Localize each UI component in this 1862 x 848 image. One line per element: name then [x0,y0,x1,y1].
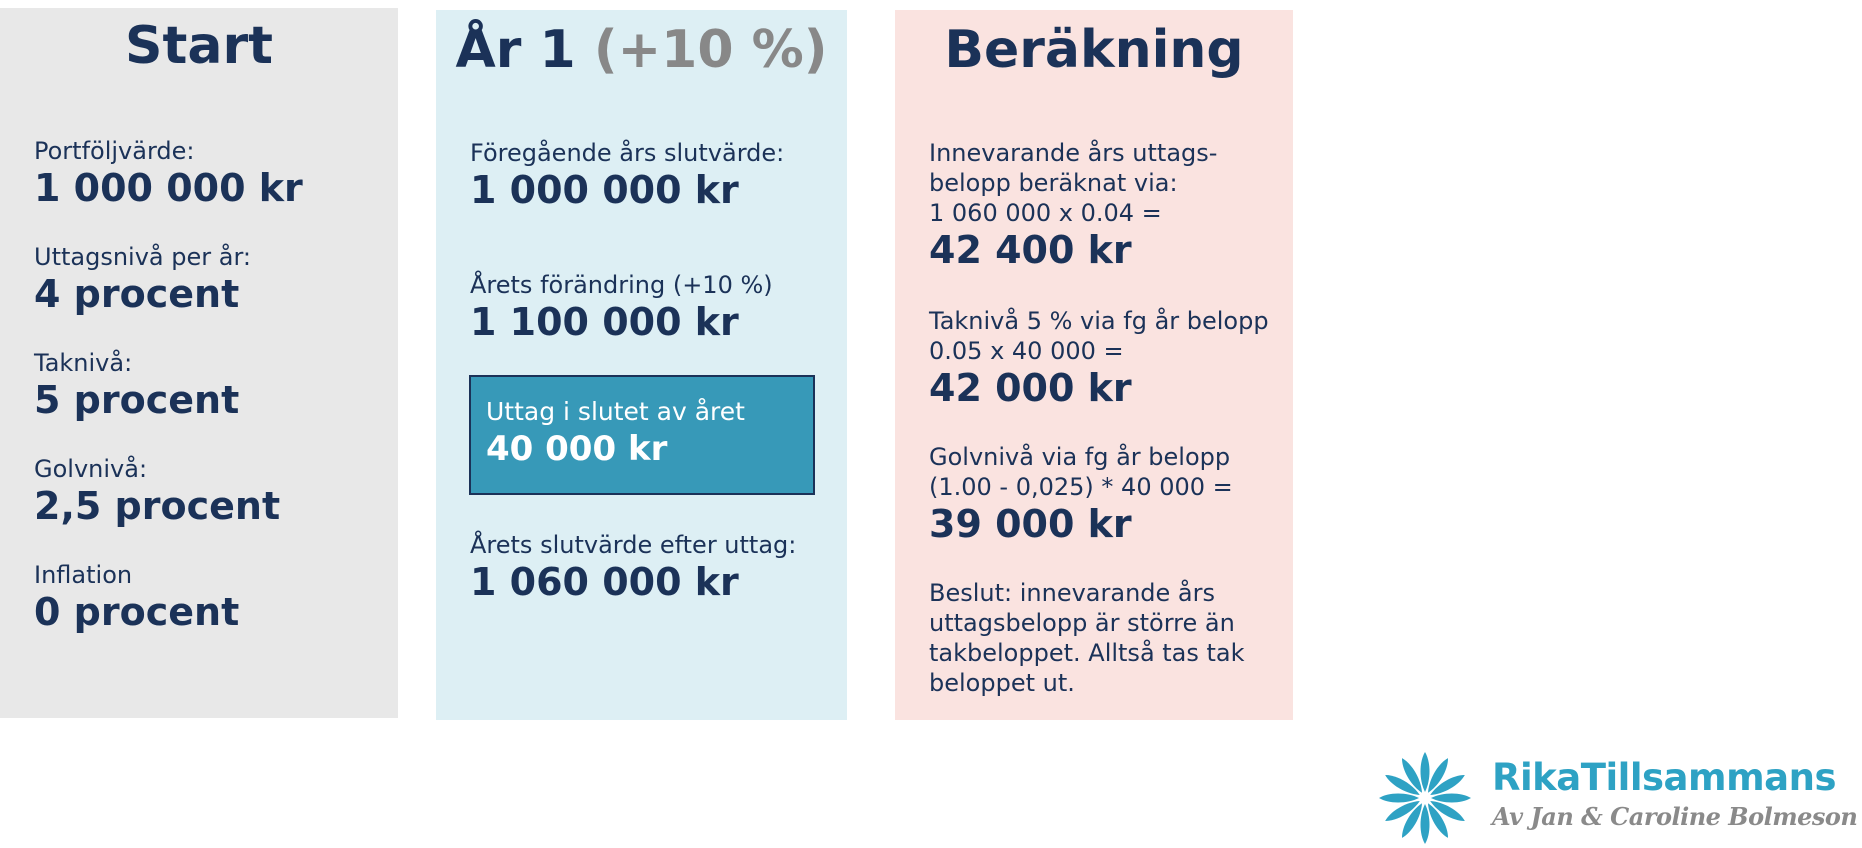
calculation-title: Beräkning [944,20,1244,80]
ceiling-label: Taknivå: [34,349,133,377]
end-value: 1 060 000 kr [470,560,739,604]
floor-label: Golvnivå: [34,455,148,483]
withdrawal-rate-item [34,242,378,316]
current-withdrawal-value: 42 400 kr [929,228,1132,272]
ceiling-value: 5 procent [34,378,240,422]
end-value-label: Årets slutvärde efter uttag: [470,531,797,559]
ceiling-item [34,348,378,422]
logo-byline: Av Jan & Caroline Bolmeson [1492,802,1858,831]
calc-line: belopp beräknat via: [929,169,1178,197]
calc-line: Taknivå 5 % via fg år belopp [929,307,1269,335]
decision-line: takbeloppet. Alltså tas tak [929,639,1245,667]
decision-line: Beslut: innevarande års [929,579,1215,607]
year-change-item [470,270,827,344]
current-withdrawal-calc [929,138,1273,272]
withdrawal-label: Uttag i slutet av året [486,397,745,426]
ceiling-calc-value: 42 000 kr [929,366,1132,410]
portfolio-value-label: Portföljvärde: [34,137,195,165]
withdrawal-value: 40 000 kr [486,429,668,469]
start-panel [0,8,398,718]
inflation-item [34,560,378,634]
calc-line: (1.00 - 0,025) * 40 000 = [929,473,1233,501]
year1-title [436,20,847,80]
floor-item [34,454,378,528]
year1-title-main: År 1 [455,20,576,80]
calc-line: 1 060 000 x 0.04 = [929,199,1162,227]
year1-panel [436,10,847,720]
year1-title-suffix: (+10 %) [593,20,828,80]
previous-end-value-item [470,138,827,212]
year-change-label: Årets förändring (+10 %) [470,271,773,299]
calc-line: Innevarande års uttags- [929,139,1218,167]
calc-line: Golvnivå via fg år belopp [929,443,1231,471]
calculation-panel [895,10,1293,720]
decision-text [929,578,1273,698]
portfolio-value: 1 000 000 kr [34,166,303,210]
withdrawal-rate-value: 4 procent [34,272,240,316]
withdrawal-rate-label: Uttagsnivå per år: [34,243,251,271]
calc-line: 0.05 x 40 000 = [929,337,1124,365]
portfolio-value-item [34,136,378,210]
decision-line: beloppet ut. [929,669,1075,697]
decision-line: uttagsbelopp är större än [929,609,1235,637]
floor-calc-value: 39 000 kr [929,502,1132,546]
flower-burst-icon [1370,748,1480,848]
previous-end-value-label: Föregående års slutvärde: [470,139,785,167]
start-title: Start [125,16,273,76]
inflation-label: Inflation [34,561,133,589]
previous-end-value: 1 000 000 kr [470,168,739,212]
floor-calc [929,442,1273,546]
rikatillsammans-logo [1370,748,1858,842]
withdrawal-highlight-box [469,375,815,495]
floor-value: 2,5 procent [34,484,281,528]
inflation-value: 0 procent [34,590,240,634]
ceiling-calc [929,306,1273,410]
logo-name: RikaTillsammans [1492,756,1836,799]
year-change-value: 1 100 000 kr [470,300,739,344]
end-value-item [470,530,827,604]
